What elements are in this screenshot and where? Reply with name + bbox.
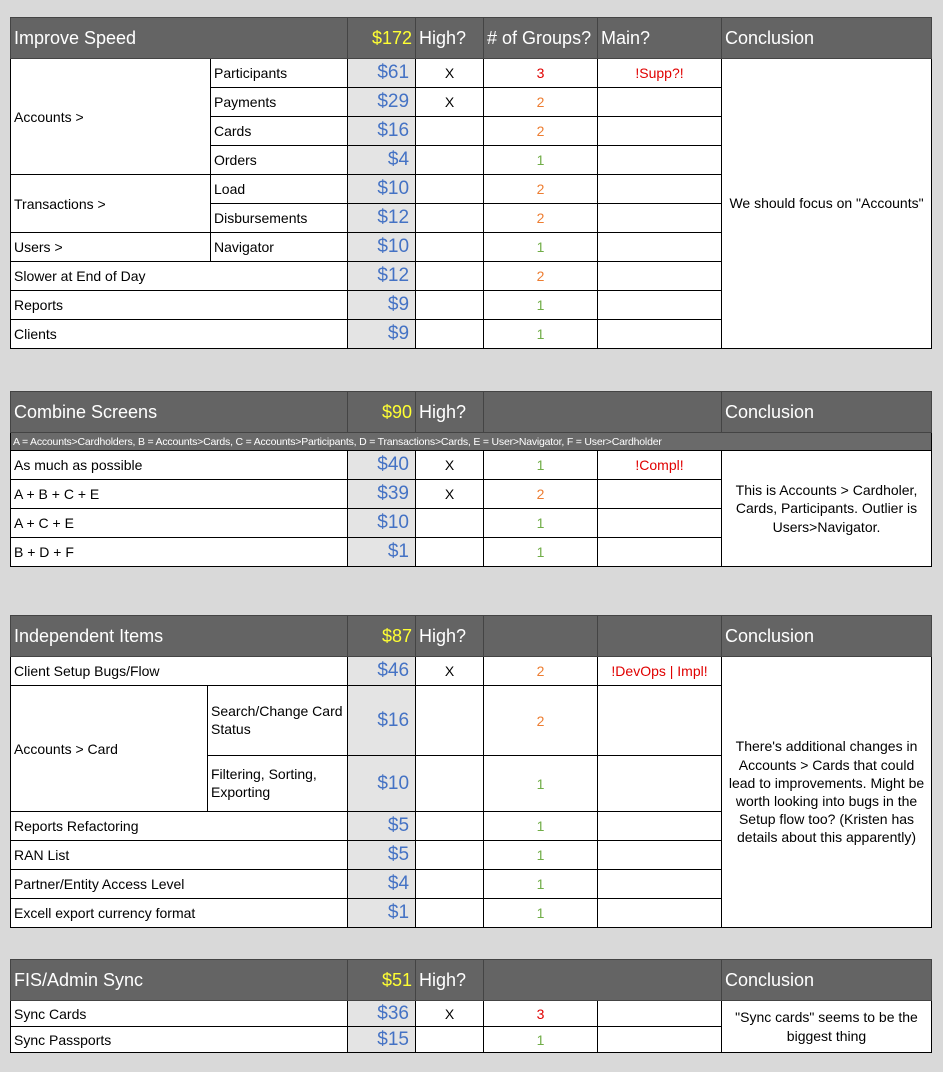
row-label: B + D + F	[11, 538, 348, 567]
row-high	[416, 756, 484, 812]
row-amount: $10	[348, 175, 416, 204]
row-high	[416, 233, 484, 262]
row-main	[598, 841, 722, 870]
row-amount: $5	[348, 812, 416, 841]
row-high	[416, 686, 484, 756]
row-main: !Supp?!	[598, 59, 722, 88]
row-groups: 1	[484, 146, 598, 175]
high-header: High?	[416, 960, 484, 1001]
table-row	[11, 1001, 932, 1027]
conclusion-header: Conclusion	[722, 392, 932, 433]
row-high	[416, 1027, 484, 1053]
row-amount: $39	[348, 480, 416, 509]
high-header: High?	[416, 18, 484, 59]
row-label: Search/Change Card Status	[208, 686, 348, 756]
row-label: Participants	[211, 59, 348, 88]
conclusion-header: Conclusion	[722, 18, 932, 59]
row-groups: 1	[484, 451, 598, 480]
row-high	[416, 509, 484, 538]
section-title: Combine Screens	[11, 392, 348, 433]
row-groups: 3	[484, 59, 598, 88]
row-groups: 1	[484, 509, 598, 538]
table-row	[11, 451, 932, 480]
row-amount: $9	[348, 320, 416, 349]
row-main	[598, 756, 722, 812]
row-label: Partner/Entity Access Level	[11, 870, 348, 899]
legend-text: A = Accounts>Cardholders, B = Accounts>Cards, C = Accounts>Participants, D = Transactions>Cards, E = User>Navigator, F = User>Cardholder	[11, 433, 932, 451]
row-high	[416, 841, 484, 870]
row-main	[598, 686, 722, 756]
row-groups: 2	[484, 262, 598, 291]
row-label: A + C + E	[11, 509, 348, 538]
row-amount: $12	[348, 204, 416, 233]
section-total: $51	[348, 960, 416, 1001]
row-amount: $16	[348, 686, 416, 756]
row-label: Payments	[211, 88, 348, 117]
conclusion-text: There's additional changes in Accounts > Cards that could lead to improvements. Might be worth looking into bugs in the Setup flow too? (Kristen has details about this apparently)	[722, 657, 932, 928]
row-label: RAN List	[11, 841, 348, 870]
row-main	[598, 538, 722, 567]
section-total: $90	[348, 392, 416, 433]
row-label: A + B + C + E	[11, 480, 348, 509]
row-main	[598, 175, 722, 204]
row-amount: $29	[348, 88, 416, 117]
row-high	[416, 899, 484, 928]
row-groups: 1	[484, 233, 598, 262]
row-amount: $4	[348, 870, 416, 899]
row-high	[416, 812, 484, 841]
row-amount: $16	[348, 117, 416, 146]
group-label-transactions: Transactions >	[11, 175, 211, 233]
row-main	[598, 88, 722, 117]
high-header: High?	[416, 616, 484, 657]
row-amount: $36	[348, 1001, 416, 1027]
row-high	[416, 262, 484, 291]
row-high	[416, 538, 484, 567]
row-label: Filtering, Sorting, Exporting	[208, 756, 348, 812]
row-label: Sync Passports	[11, 1027, 348, 1053]
row-main	[598, 204, 722, 233]
section-title: FIS/Admin Sync	[11, 960, 348, 1001]
row-high	[416, 204, 484, 233]
row-groups: 1	[484, 812, 598, 841]
row-amount: $5	[348, 841, 416, 870]
combine-screens-table	[10, 391, 932, 567]
independent-items-table	[10, 615, 932, 928]
groups-header: # of Groups?	[484, 18, 598, 59]
row-main	[598, 812, 722, 841]
conclusion-header: Conclusion	[722, 960, 932, 1001]
high-header: High?	[416, 392, 484, 433]
row-amount: $9	[348, 291, 416, 320]
row-label: As much as possible	[11, 451, 348, 480]
row-high	[416, 870, 484, 899]
blank-header	[484, 960, 722, 1001]
section-header	[11, 18, 932, 59]
main-header: Main?	[598, 18, 722, 59]
row-groups: 1	[484, 538, 598, 567]
row-label: Orders	[211, 146, 348, 175]
row-main	[598, 480, 722, 509]
section-total: $87	[348, 616, 416, 657]
row-main: !DevOps | Impl!	[598, 657, 722, 686]
table-row	[11, 59, 932, 88]
row-main: !Compl!	[598, 451, 722, 480]
row-amount: $10	[348, 756, 416, 812]
conclusion-text: "Sync cards" seems to be the biggest thing	[722, 1001, 932, 1053]
row-main	[598, 320, 722, 349]
legend-row	[11, 433, 932, 451]
section-title: Improve Speed	[11, 18, 348, 59]
row-groups: 2	[484, 175, 598, 204]
section-header	[11, 616, 932, 657]
table-row	[11, 657, 932, 686]
row-amount: $61	[348, 59, 416, 88]
row-main	[598, 233, 722, 262]
row-high: X	[416, 1001, 484, 1027]
row-label: Reports Refactoring	[11, 812, 348, 841]
row-label: Slower at End of Day	[11, 262, 348, 291]
row-label: Client Setup Bugs/Flow	[11, 657, 348, 686]
row-main	[598, 1001, 722, 1027]
section-header	[11, 960, 932, 1001]
row-groups: 2	[484, 657, 598, 686]
row-groups: 1	[484, 756, 598, 812]
row-main	[598, 117, 722, 146]
section-total: $172	[348, 18, 416, 59]
group-label-accounts-card: Accounts > Card	[11, 686, 208, 812]
section-header	[11, 392, 932, 433]
section-title: Independent Items	[11, 616, 348, 657]
row-main	[598, 1027, 722, 1053]
row-groups: 3	[484, 1001, 598, 1027]
row-high	[416, 146, 484, 175]
row-label: Sync Cards	[11, 1001, 348, 1027]
row-high	[416, 117, 484, 146]
row-groups: 2	[484, 117, 598, 146]
improve-speed-table	[10, 17, 932, 349]
row-groups: 2	[484, 686, 598, 756]
row-label: Load	[211, 175, 348, 204]
row-label: Reports	[11, 291, 348, 320]
row-amount: $15	[348, 1027, 416, 1053]
row-amount: $10	[348, 509, 416, 538]
row-amount: $10	[348, 233, 416, 262]
group-label-accounts: Accounts >	[11, 59, 211, 175]
row-main	[598, 146, 722, 175]
row-label: Cards	[211, 117, 348, 146]
row-main	[598, 899, 722, 928]
blank-header	[484, 392, 722, 433]
row-amount: $12	[348, 262, 416, 291]
row-main	[598, 262, 722, 291]
row-main	[598, 509, 722, 538]
row-amount: $40	[348, 451, 416, 480]
row-label: Excell export currency format	[11, 899, 348, 928]
row-amount: $1	[348, 538, 416, 567]
row-label: Navigator	[211, 233, 348, 262]
row-main	[598, 291, 722, 320]
row-groups: 1	[484, 870, 598, 899]
row-groups: 2	[484, 480, 598, 509]
row-high	[416, 291, 484, 320]
blank-header	[484, 616, 598, 657]
conclusion-header: Conclusion	[722, 616, 932, 657]
row-high	[416, 175, 484, 204]
row-groups: 1	[484, 1027, 598, 1053]
row-amount: $1	[348, 899, 416, 928]
row-high: X	[416, 451, 484, 480]
row-high: X	[416, 59, 484, 88]
row-label: Disbursements	[211, 204, 348, 233]
row-high	[416, 320, 484, 349]
row-groups: 1	[484, 291, 598, 320]
row-groups: 2	[484, 88, 598, 117]
row-groups: 1	[484, 899, 598, 928]
fis-admin-sync-table	[10, 959, 932, 1053]
blank-header	[598, 616, 722, 657]
row-groups: 1	[484, 841, 598, 870]
row-amount: $4	[348, 146, 416, 175]
row-high: X	[416, 88, 484, 117]
conclusion-text: We should focus on "Accounts"	[722, 59, 932, 349]
row-groups: 1	[484, 320, 598, 349]
row-groups: 2	[484, 204, 598, 233]
row-label: Clients	[11, 320, 348, 349]
row-high: X	[416, 657, 484, 686]
conclusion-text: This is Accounts > Cardholer, Cards, Participants. Outlier is Users>Navigator.	[722, 451, 932, 567]
row-high: X	[416, 480, 484, 509]
row-amount: $46	[348, 657, 416, 686]
row-main	[598, 870, 722, 899]
group-label-users: Users >	[11, 233, 211, 262]
